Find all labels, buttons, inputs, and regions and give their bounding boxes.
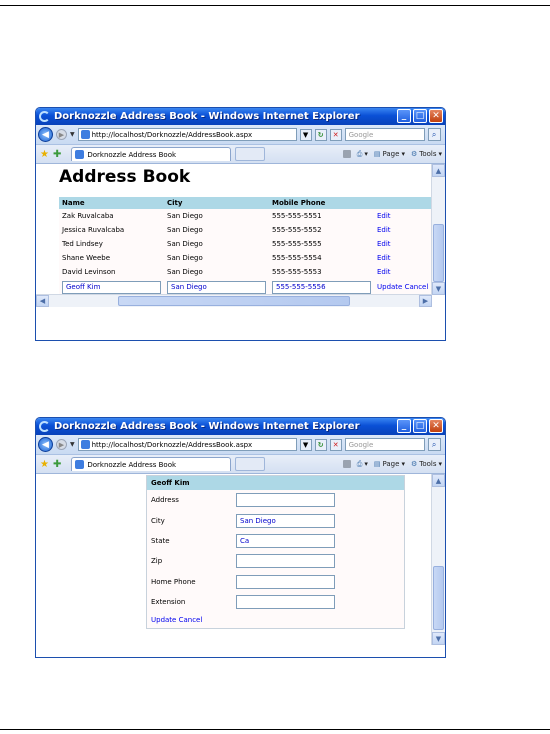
- tools-menu-label: Tools: [419, 150, 437, 158]
- page-menu-label: Page: [382, 460, 400, 468]
- tab-address-book[interactable]: [71, 457, 231, 471]
- edit-city-input[interactable]: San Diego: [167, 281, 266, 294]
- browser-window-2: [35, 417, 446, 658]
- scroll-right-icon[interactable]: ▶: [419, 295, 432, 307]
- maximize-button[interactable]: □: [413, 419, 427, 433]
- new-tab-button[interactable]: [235, 147, 265, 161]
- cell-city: San Diego: [164, 223, 269, 237]
- field-label: State: [151, 536, 170, 545]
- vertical-scroll-thumb[interactable]: [433, 566, 444, 630]
- cancel-link[interactable]: Cancel: [404, 283, 429, 291]
- field-label: Zip: [151, 557, 163, 566]
- address-input[interactable]: [236, 493, 335, 507]
- page-bottom-rule: [0, 729, 550, 730]
- extension-input[interactable]: [236, 595, 335, 609]
- details-header: Geoff Kim: [147, 476, 404, 490]
- cell-city: San Diego: [164, 251, 269, 265]
- address-bar: [36, 125, 445, 145]
- vertical-scroll-thumb[interactable]: [433, 224, 444, 282]
- col-header-name: Name: [59, 197, 164, 209]
- tab-bar: [36, 455, 445, 474]
- details-view: [146, 475, 405, 629]
- tab-page-icon: [75, 150, 84, 159]
- print-button[interactable]: ⎙ ▾: [356, 459, 368, 468]
- maximize-button[interactable]: □: [413, 109, 427, 123]
- table-row: [59, 223, 432, 237]
- cell-phone: 555-555-5553: [269, 265, 374, 279]
- new-tab-button[interactable]: [235, 457, 265, 471]
- edit-link[interactable]: Edit: [374, 251, 432, 265]
- edit-link[interactable]: Edit: [374, 209, 432, 223]
- page-content: [36, 474, 445, 645]
- cell-phone: 555-555-5555: [269, 237, 374, 251]
- horizontal-scrollbar[interactable]: [36, 294, 432, 307]
- grid-header-row: [59, 197, 432, 209]
- window-title: Dorknozzle Address Book - Windows Internet Explorer: [54, 421, 360, 432]
- tab-address-book[interactable]: [71, 147, 231, 161]
- cell-name: Jessica Ruvalcaba: [59, 223, 164, 237]
- history-dropdown-icon[interactable]: ▼: [70, 131, 75, 138]
- edit-link[interactable]: Edit: [374, 223, 432, 237]
- search-placeholder: Google: [348, 130, 374, 139]
- page-icon: [81, 440, 90, 449]
- edit-link[interactable]: Edit: [374, 237, 432, 251]
- minimize-button[interactable]: _: [397, 109, 411, 123]
- refresh-icon[interactable]: ↻: [315, 129, 327, 141]
- add-favorites-icon[interactable]: ✚: [52, 148, 62, 160]
- print-button[interactable]: ⎙ ▾: [356, 149, 368, 158]
- update-link[interactable]: Update: [151, 616, 177, 625]
- scroll-left-icon[interactable]: ◀: [36, 295, 49, 307]
- page-menu-icon: ▤: [373, 150, 381, 158]
- detail-row: [147, 510, 404, 530]
- url-field[interactable]: [78, 438, 297, 451]
- scroll-down-icon[interactable]: ▼: [432, 632, 445, 645]
- print-icon: ⎙: [356, 149, 363, 158]
- search-placeholder: Google: [348, 440, 374, 449]
- table-row: [59, 251, 432, 265]
- search-icon[interactable]: ⌕: [428, 128, 441, 141]
- title-bar[interactable]: [36, 418, 445, 435]
- cell-name: David Levinson: [59, 265, 164, 279]
- feeds-icon[interactable]: [343, 150, 351, 158]
- edit-name-input[interactable]: Geoff Kim: [62, 281, 161, 294]
- tools-menu-label: Tools: [419, 460, 437, 468]
- url-field[interactable]: [78, 128, 297, 141]
- page-top-rule: [0, 5, 550, 6]
- cell-city: San Diego: [164, 209, 269, 223]
- stop-icon[interactable]: ✕: [330, 439, 342, 451]
- feeds-icon[interactable]: [343, 460, 351, 468]
- cell-phone: 555-555-5552: [269, 223, 374, 237]
- stop-icon[interactable]: ✕: [330, 129, 342, 141]
- detail-row: [147, 592, 404, 612]
- browser-window-1: [35, 107, 446, 341]
- home-phone-input[interactable]: [236, 575, 335, 589]
- city-input[interactable]: San Diego: [236, 514, 335, 528]
- table-row: [59, 209, 432, 223]
- url-dropdown-icon[interactable]: ▼: [300, 129, 312, 141]
- cell-phone: 555-555-5554: [269, 251, 374, 265]
- state-input[interactable]: Ca: [236, 534, 335, 548]
- cell-phone: 555-555-5551: [269, 209, 374, 223]
- page-icon: [81, 130, 90, 139]
- page-content: [36, 164, 445, 307]
- tab-page-icon: [75, 460, 84, 469]
- edit-link[interactable]: Edit: [374, 265, 432, 279]
- page-menu[interactable]: ▤ Page ▾: [373, 460, 405, 468]
- cell-name: Zak Ruvalcaba: [59, 209, 164, 223]
- cell-name: Ted Lindsey: [59, 237, 164, 251]
- url-text: http://localhost/Dorknozzle/AddressBook.aspx: [91, 130, 253, 139]
- detail-row: [147, 531, 404, 551]
- scroll-up-icon[interactable]: ▲: [432, 474, 445, 487]
- window-title: Dorknozzle Address Book - Windows Internet Explorer: [54, 111, 360, 122]
- tab-label: Dorknozzle Address Book: [87, 460, 177, 469]
- refresh-icon[interactable]: ↻: [315, 439, 327, 451]
- page-menu-icon: ▤: [373, 460, 381, 468]
- tools-gear-icon: ⚙: [410, 150, 418, 158]
- close-button[interactable]: ✕: [429, 419, 443, 433]
- back-icon[interactable]: ◀: [38, 437, 53, 452]
- col-header-actions: [374, 197, 432, 209]
- edit-phone-input[interactable]: 555-555-5556: [272, 281, 371, 294]
- add-favorites-icon[interactable]: ✚: [52, 458, 62, 470]
- cancel-link[interactable]: Cancel: [178, 616, 203, 625]
- ie-logo-icon: [39, 111, 50, 122]
- favorites-star-icon[interactable]: ★: [40, 458, 49, 470]
- close-button[interactable]: ✕: [429, 109, 443, 123]
- details-actions: [147, 612, 404, 628]
- search-input[interactable]: [345, 438, 425, 451]
- detail-row: [147, 551, 404, 571]
- cell-name: Shane Weebe: [59, 251, 164, 265]
- zip-input[interactable]: [236, 554, 335, 568]
- page-menu-label: Page: [382, 150, 400, 158]
- page-menu[interactable]: ▤ Page ▾: [373, 150, 405, 158]
- cell-city: San Diego: [164, 237, 269, 251]
- vertical-scrollbar[interactable]: [431, 474, 445, 645]
- tab-label: Dorknozzle Address Book: [87, 150, 177, 159]
- table-row: [59, 265, 432, 279]
- cell-city: San Diego: [164, 265, 269, 279]
- scroll-down-icon[interactable]: ▼: [432, 282, 445, 295]
- favorites-star-icon[interactable]: ★: [40, 148, 49, 160]
- field-label: Home Phone: [151, 577, 196, 586]
- minimize-button[interactable]: _: [397, 419, 411, 433]
- field-label: Extension: [151, 598, 186, 607]
- url-dropdown-icon[interactable]: ▼: [300, 439, 312, 451]
- title-bar[interactable]: [36, 108, 445, 125]
- ie-logo-icon: [39, 421, 50, 432]
- search-input[interactable]: [345, 128, 425, 141]
- edit-row: [59, 279, 432, 294]
- page-title: Address Book: [59, 167, 191, 187]
- detail-row: [147, 490, 404, 510]
- forward-icon[interactable]: ▶: [56, 129, 67, 140]
- detail-row: [147, 572, 404, 592]
- col-header-phone: Mobile Phone: [269, 197, 374, 209]
- table-row: [59, 237, 432, 251]
- back-icon[interactable]: ◀: [38, 127, 53, 142]
- tools-menu[interactable]: ⚙ Tools ▾: [410, 150, 442, 158]
- forward-icon[interactable]: ▶: [56, 439, 67, 450]
- address-grid: [59, 197, 432, 294]
- update-link[interactable]: Update: [377, 283, 403, 291]
- search-icon[interactable]: ⌕: [428, 438, 441, 451]
- tools-gear-icon: ⚙: [410, 460, 418, 468]
- horizontal-scroll-thumb[interactable]: [118, 296, 350, 306]
- address-bar: [36, 435, 445, 455]
- field-label: Address: [151, 496, 179, 505]
- tab-bar: [36, 145, 445, 164]
- url-text: http://localhost/Dorknozzle/AddressBook.aspx: [91, 440, 253, 449]
- field-label: City: [151, 516, 165, 525]
- print-icon: ⎙: [356, 459, 363, 468]
- col-header-city: City: [164, 197, 269, 209]
- tools-menu[interactable]: ⚙ Tools ▾: [410, 460, 442, 468]
- history-dropdown-icon[interactable]: ▼: [70, 441, 75, 448]
- vertical-scrollbar[interactable]: [431, 164, 445, 295]
- scroll-up-icon[interactable]: ▲: [432, 164, 445, 177]
